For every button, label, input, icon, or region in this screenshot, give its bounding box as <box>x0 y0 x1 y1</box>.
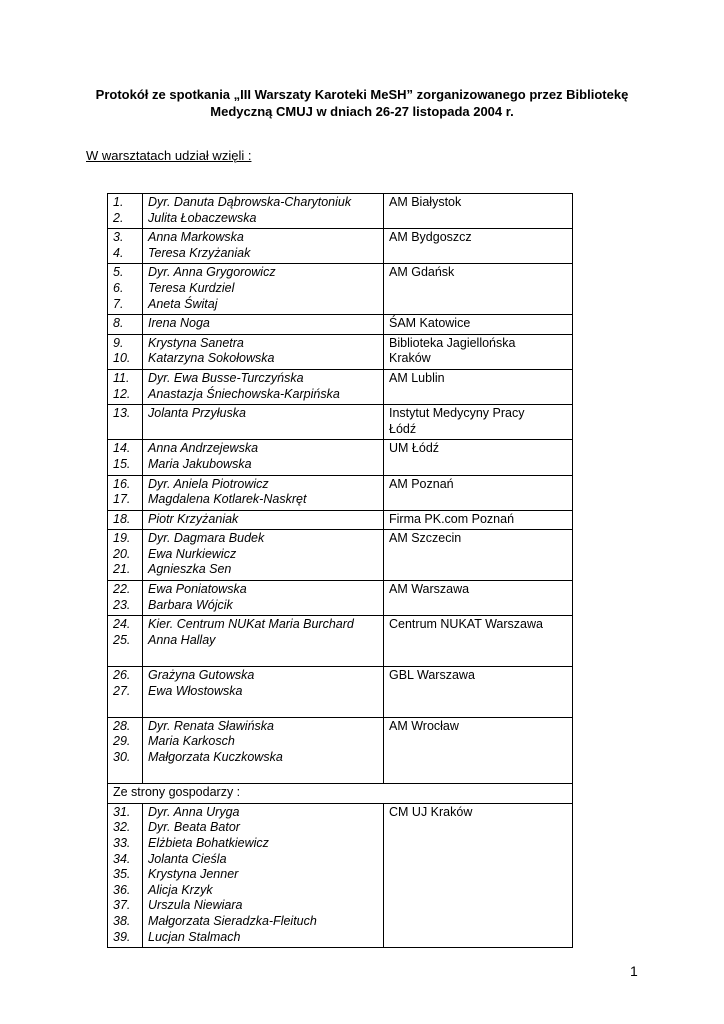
institution-line: UM Łódź <box>389 441 440 456</box>
institution-line: AM Poznań <box>389 476 454 491</box>
row-numbers-line: 35. <box>113 867 131 882</box>
institution <box>384 717 573 783</box>
participant-names-line: Krystyna Jenner <box>148 867 239 882</box>
institution <box>384 510 573 530</box>
participants-table <box>107 193 573 948</box>
participant-names <box>143 369 384 404</box>
participant-names-line: Jolanta Cieśla <box>148 851 227 866</box>
row-numbers-line: 30. <box>113 750 131 764</box>
table-row <box>108 315 573 335</box>
table-row <box>108 194 573 229</box>
institution-line: Firma PK.com Poznań <box>389 511 515 526</box>
participant-names <box>143 315 384 335</box>
participant-names <box>143 334 384 369</box>
institution <box>384 369 573 404</box>
row-numbers-line: 32. <box>113 820 131 835</box>
row-numbers-line: 27. <box>113 683 131 698</box>
row-numbers <box>108 667 143 718</box>
institution-line: AM Bydgoszcz <box>389 230 472 245</box>
participant-names <box>143 530 384 581</box>
row-numbers-line: 38. <box>113 913 131 928</box>
row-numbers-line: 8. <box>113 316 124 331</box>
table-row <box>108 475 573 510</box>
institution-line: AM Warszawa <box>389 582 470 597</box>
table-row <box>108 717 573 783</box>
intro-text: W warsztatach udział wzięli : <box>86 148 252 163</box>
participant-names-line: Agnieszka Sen <box>148 562 232 577</box>
row-numbers-line: 15. <box>113 456 131 471</box>
participant-names <box>143 194 384 229</box>
participant-names-line: Dyr. Danuta Dąbrowska-Charytoniuk <box>148 195 352 209</box>
row-numbers-line: 36. <box>113 882 131 897</box>
row-numbers-line: 26. <box>113 668 131 683</box>
participant-names-line: Teresa Krzyżaniak <box>148 245 251 260</box>
participant-names-line: Dyr. Renata Sławińska <box>148 718 274 733</box>
institution-line: Centrum NUKAT Warszawa <box>389 617 543 632</box>
institution <box>384 616 573 667</box>
participant-names <box>143 717 384 783</box>
hosts-label: Ze strony gospodarzy : <box>108 784 573 804</box>
row-numbers <box>108 475 143 510</box>
table-row <box>108 334 573 369</box>
table-row <box>108 510 573 530</box>
participant-names-line: Alicja Krzyk <box>148 882 213 897</box>
row-numbers-line: 23. <box>113 597 131 612</box>
participant-names-line: Ewa Nurkiewicz <box>148 546 237 561</box>
institution <box>384 803 573 947</box>
table-row <box>108 581 573 616</box>
row-numbers-line: 12. <box>113 386 131 401</box>
row-numbers-line: 11. <box>113 370 130 385</box>
participant-names-line: Dyr. Ewa Busse-Turczyńska <box>148 370 304 385</box>
row-numbers <box>108 229 143 264</box>
document-title <box>80 86 644 120</box>
participant-names <box>143 264 384 315</box>
participant-names <box>143 405 384 440</box>
participant-names-line: Dyr. Dagmara Budek <box>148 531 265 546</box>
row-numbers <box>108 369 143 404</box>
institution-line: Instytut Medycyny Pracy <box>389 406 525 421</box>
institution-line: Łódź <box>389 421 417 436</box>
blank-line <box>113 648 137 664</box>
row-numbers-line: 34. <box>113 851 131 866</box>
participant-names-line: Maria Karkosch <box>148 734 235 749</box>
participant-names-line: Krystyna Sanetra <box>148 335 244 350</box>
row-numbers-line: 19. <box>113 531 131 546</box>
institution <box>384 667 573 718</box>
institution <box>384 405 573 440</box>
institution <box>384 530 573 581</box>
table-row <box>108 369 573 404</box>
title-line-2: Medyczną CMUJ w dniach 26-27 listopada 2004 r. <box>210 104 514 119</box>
table-row <box>108 440 573 475</box>
row-numbers <box>108 334 143 369</box>
row-numbers-line: 2. <box>113 210 124 225</box>
participant-names <box>143 667 384 718</box>
participant-names-line: Maria Jakubowska <box>148 456 252 471</box>
participant-names-line: Barbara Wójcik <box>148 597 233 612</box>
institution-line: AM Białystok <box>389 195 462 209</box>
participant-names <box>143 803 384 947</box>
participant-names-line: Anna Hallay <box>148 632 216 647</box>
row-numbers-line: 29. <box>113 734 131 749</box>
row-numbers-line: 4. <box>113 245 124 260</box>
institution-line: ŚAM Katowice <box>389 316 471 331</box>
participant-names-line: Anastazja Śniechowska-Karpińska <box>148 386 340 401</box>
row-numbers-line: 10. <box>113 351 131 366</box>
participant-names-line: Lucjan Stalmach <box>148 929 241 944</box>
row-numbers-line: 37. <box>113 898 131 913</box>
table-row <box>108 667 573 718</box>
row-numbers-line: 6. <box>113 280 124 295</box>
participant-names-line: Julita Łobaczewska <box>148 210 257 225</box>
page-number: 1 <box>630 963 638 979</box>
institution-line: Biblioteka Jagiellońska <box>389 335 516 350</box>
participant-names <box>143 229 384 264</box>
institution-line: GBL Warszawa <box>389 668 475 683</box>
table-row <box>108 803 573 947</box>
institution <box>384 229 573 264</box>
row-numbers-line: 14. <box>113 441 131 456</box>
participant-names-line: Irena Noga <box>148 316 210 331</box>
participant-names-line: Urszula Niewiara <box>148 898 243 913</box>
row-numbers-line: 28. <box>113 718 131 733</box>
institution <box>384 581 573 616</box>
participant-names-line: Małgorzata Kuczkowska <box>148 750 283 764</box>
participant-names-line: Dyr. Aniela Piotrowicz <box>148 476 269 491</box>
row-numbers-line: 21. <box>113 562 131 577</box>
row-numbers-line: 18. <box>113 511 131 526</box>
table-row <box>108 405 573 440</box>
participant-names-line: Ewa Poniatowska <box>148 582 247 597</box>
participant-names-line: Elżbieta Bohatkiewicz <box>148 835 269 850</box>
row-numbers-line: 7. <box>113 296 124 311</box>
participant-names <box>143 581 384 616</box>
participant-names <box>143 475 384 510</box>
table-row <box>108 616 573 667</box>
institution <box>384 440 573 475</box>
participant-names <box>143 510 384 530</box>
participant-names-line: Katarzyna Sokołowska <box>148 351 275 366</box>
table-row <box>108 530 573 581</box>
participant-names-line: Grażyna Gutowska <box>148 668 255 683</box>
participant-names-line: Aneta Świtaj <box>148 296 218 311</box>
row-numbers-line: 33. <box>113 835 131 850</box>
row-numbers-line: 1. <box>113 195 124 209</box>
institution <box>384 194 573 229</box>
row-numbers-line: 39. <box>113 929 131 944</box>
participant-names-line: Dyr. Anna Uryga <box>148 804 240 819</box>
participant-names-line: Piotr Krzyżaniak <box>148 511 239 526</box>
institution-line: AM Lublin <box>389 370 445 385</box>
participant-names <box>143 440 384 475</box>
row-numbers-line: 9. <box>113 335 124 350</box>
participant-names-line: Dyr. Anna Grygorowicz <box>148 265 276 280</box>
institution-line: AM Szczecin <box>389 531 462 546</box>
row-numbers-line: 25. <box>113 632 131 647</box>
participant-names-line: Jolanta Przyłuska <box>148 406 246 421</box>
table-row <box>108 264 573 315</box>
row-numbers-line: 16. <box>113 476 131 491</box>
participant-names-line: Dyr. Beata Bator <box>148 820 240 835</box>
participant-names-line: Teresa Kurdziel <box>148 280 235 295</box>
institution <box>384 264 573 315</box>
row-numbers-line: 3. <box>113 230 124 245</box>
table-row <box>108 229 573 264</box>
row-numbers-line: 31. <box>113 804 131 819</box>
section-row <box>108 784 573 804</box>
participant-names-line: Ewa Włostowska <box>148 683 243 698</box>
row-numbers-line: 22. <box>113 582 131 597</box>
participant-names-line: Kier. Centrum NUKat Maria Burchard <box>148 617 354 632</box>
institution-line: AM Wrocław <box>389 718 459 733</box>
participant-names <box>143 616 384 667</box>
row-numbers-line: 5. <box>113 265 124 280</box>
row-numbers-line: 24. <box>113 617 131 632</box>
row-numbers <box>108 510 143 530</box>
institution-line: AM Gdańsk <box>389 265 455 280</box>
row-numbers <box>108 717 143 783</box>
blank-line <box>113 766 137 782</box>
row-numbers <box>108 405 143 440</box>
row-numbers <box>108 194 143 229</box>
row-numbers <box>108 616 143 667</box>
row-numbers <box>108 530 143 581</box>
blank-line <box>113 699 137 715</box>
row-numbers-line: 13. <box>113 406 131 421</box>
row-numbers <box>108 440 143 475</box>
row-numbers-line: 20. <box>113 546 131 561</box>
row-numbers-line: 17. <box>113 492 131 507</box>
institution-line: CM UJ Kraków <box>389 804 473 819</box>
participants-table-body <box>108 194 573 948</box>
institution-line: Kraków <box>389 351 431 366</box>
institution <box>384 315 573 335</box>
institution <box>384 334 573 369</box>
row-numbers <box>108 581 143 616</box>
row-numbers <box>108 803 143 947</box>
row-numbers <box>108 264 143 315</box>
title-line-1: Protokół ze spotkania „III Warszaty Karoteki MeSH” zorganizowanego przez Bibliotekę <box>95 87 629 102</box>
row-numbers <box>108 315 143 335</box>
participant-names-line: Małgorzata Sieradzka-Fleituch <box>148 913 317 928</box>
participant-names-line: Anna Andrzejewska <box>148 441 259 456</box>
participant-names-line: Anna Markowska <box>148 230 244 245</box>
participant-names-line: Magdalena Kotlarek-Naskręt <box>148 492 307 507</box>
institution <box>384 475 573 510</box>
